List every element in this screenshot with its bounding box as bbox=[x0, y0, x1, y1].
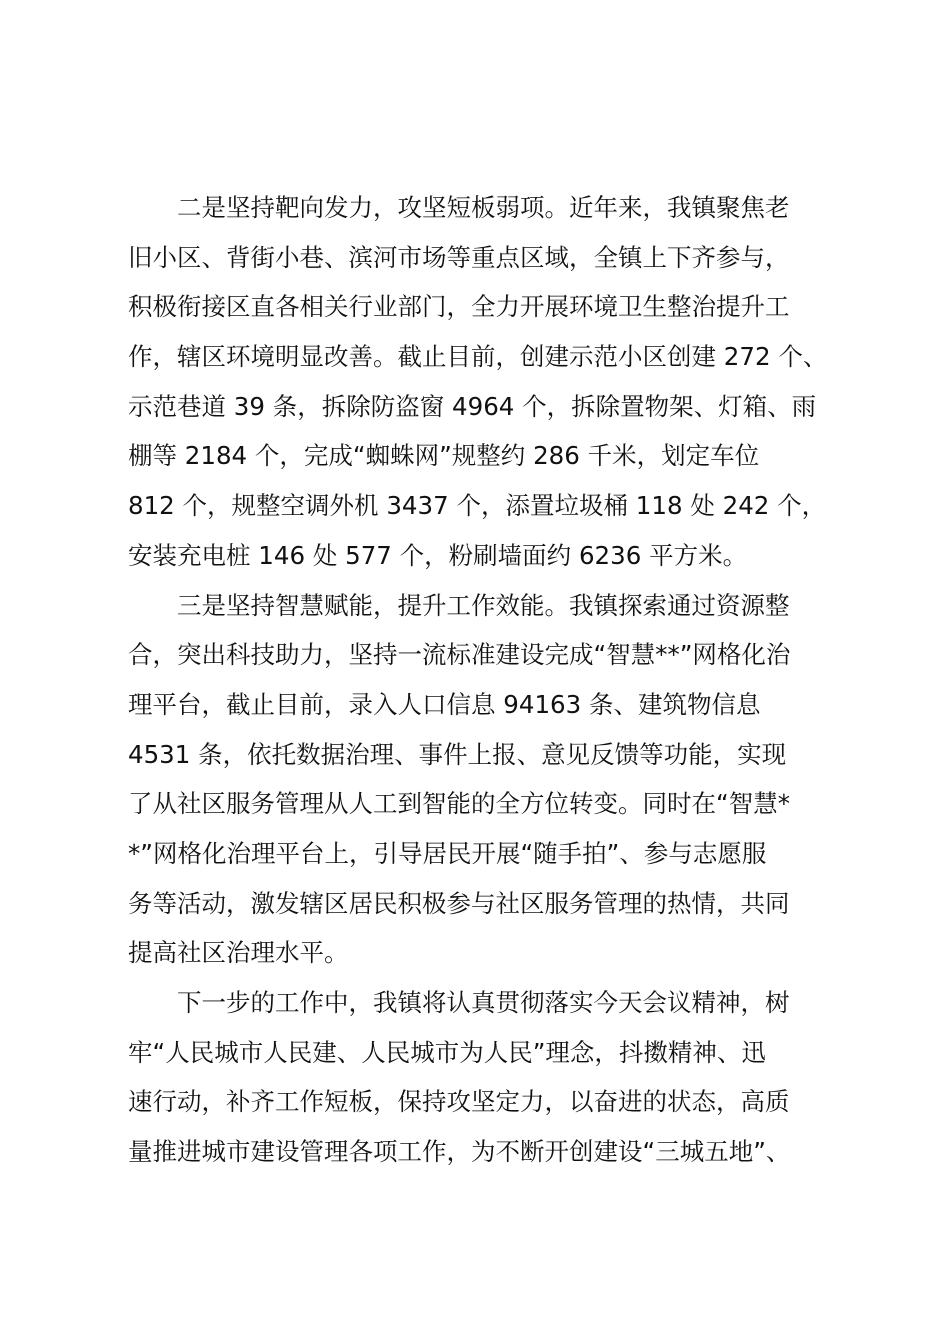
paragraph-1 bbox=[128, 183, 856, 581]
paragraph-line: 合，突出科技助力，坚持一流标准建设完成“智慧**”网格化治 bbox=[128, 640, 791, 670]
paragraph-line: 速行动，补齐工作短板，保持攻坚定力，以奋进的状态，高质 bbox=[128, 1087, 790, 1117]
paragraph-2 bbox=[128, 581, 856, 979]
paragraph-3 bbox=[128, 978, 856, 1177]
paragraph-line: 三是坚持智慧赋能，提升工作效能。我镇探索通过资源整 bbox=[177, 590, 790, 620]
paragraph-line: 示范巷道 39 条，拆除防盗窗 4964 个，拆除置物架、灯箱、雨 bbox=[128, 391, 817, 421]
paragraph-line: 积极衔接区直各相关行业部门，全力开展环境卫生整治提升工 bbox=[128, 292, 790, 322]
paragraph-line: *”网格化治理平台上，引导居民开展“随手拍”、参与志愿服 bbox=[128, 838, 767, 868]
paragraph-line: 牢“人民城市人民建、人民城市为人民”理念，抖擞精神、迅 bbox=[128, 1037, 766, 1067]
document-body bbox=[128, 183, 856, 1177]
paragraph-line: 812 个，规整空调外机 3437 个，添置垃圾桶 118 处 242 个， bbox=[128, 491, 827, 521]
paragraph-line: 量推进城市建设管理各项工作，为不断开创建设“三城五地”、 bbox=[128, 1137, 791, 1167]
paragraph-line: 务等活动，激发辖区居民积极参与社区服务管理的热情，共同 bbox=[128, 888, 790, 918]
paragraph-line: 二是坚持靶向发力，攻坚短板弱项。近年来，我镇聚焦老 bbox=[177, 193, 790, 222]
paragraph-line: 了从社区服务管理从人工到智能的全方位转变。同时在“智慧* bbox=[128, 789, 790, 819]
paragraph-line: 提高社区治理水平。 bbox=[128, 938, 349, 968]
paragraph-line: 棚等 2184 个，完成“蜘蛛网”规整约 286 千米，划定车位 bbox=[128, 441, 760, 471]
paragraph-line: 安装充电桩 146 处 577 个，粉刷墙面约 6236 平方米。 bbox=[128, 540, 748, 570]
paragraph-line: 作，辖区环境明显改善。截止目前，创建示范小区创建 272 个、 bbox=[128, 342, 828, 372]
paragraph-line: 理平台，截止目前，录入人口信息 94163 条、建筑物信息 bbox=[128, 689, 761, 719]
paragraph-line: 下一步的工作中，我镇将认真贯彻落实今天会议精神，树 bbox=[177, 988, 790, 1017]
paragraph-line: 旧小区、背街小巷、滨河市场等重点区域，全镇上下齐参与， bbox=[128, 242, 790, 272]
paragraph-line: 4531 条，依托数据治理、事件上报、意见反馈等功能，实现 bbox=[128, 739, 787, 769]
